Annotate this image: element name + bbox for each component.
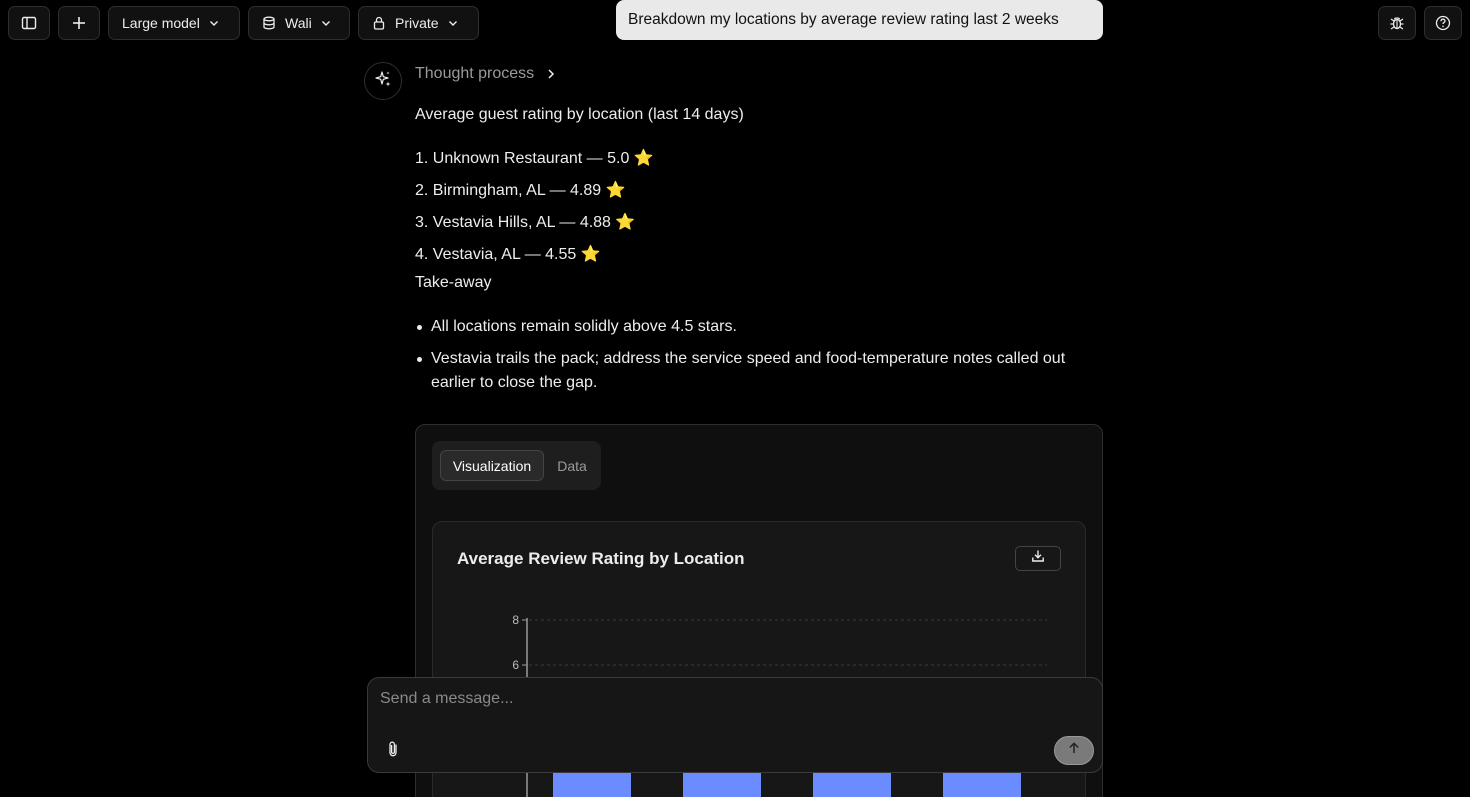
response-heading: Average guest rating by location (last 14 days) [415, 106, 744, 123]
bullet-dot [417, 325, 422, 330]
database-icon [262, 16, 276, 30]
takeaway-bullet [431, 347, 1103, 395]
model-selector-label: Large model [122, 15, 200, 31]
ranking-item: 4. Vestavia, AL — 4.55 ⭐ [415, 246, 601, 263]
debug-button[interactable] [1378, 6, 1416, 40]
takeaway-heading: Take-away [415, 274, 492, 291]
sidebar-toggle-button[interactable] [8, 6, 50, 40]
send-button[interactable] [1054, 736, 1094, 765]
message-composer [367, 677, 1103, 773]
viz-tab-bar [432, 441, 601, 490]
ranking-item: 2. Birmingham, AL — 4.89 ⭐ [415, 182, 626, 199]
plus-icon [71, 15, 87, 31]
help-icon [1435, 15, 1451, 31]
thought-process-toggle[interactable] [415, 65, 556, 83]
thought-process-label: Thought process [415, 65, 535, 82]
chevron-right-icon [546, 68, 556, 80]
bug-icon [1389, 15, 1405, 31]
chevron-down-icon [320, 17, 332, 29]
takeaway-bullet-text: Vestavia trails the pack; address the service speed and food-temperature notes called out earlier to close the gap. [431, 350, 1066, 391]
model-selector[interactable] [108, 6, 240, 40]
help-button[interactable] [1424, 6, 1462, 40]
visibility-selector[interactable] [358, 6, 479, 40]
y-tick-label: 8 [512, 613, 519, 627]
takeaway-bullet-text: All locations remain solidly above 4.5 stars. [431, 318, 737, 335]
assistant-avatar [364, 62, 402, 100]
chevron-down-icon [447, 17, 459, 29]
user-message-bubble [616, 0, 1103, 40]
chart-title: Average Review Rating by Location [457, 549, 745, 568]
workspace-selector[interactable] [248, 6, 350, 40]
user-message-text: Breakdown my locations by average review rating last 2 weeks [628, 11, 1059, 28]
tab-visualization[interactable]: Visualization [440, 450, 544, 481]
bullet-dot [417, 357, 422, 362]
arrow-up-icon [1067, 741, 1081, 760]
sidebar-icon [21, 15, 37, 31]
tab-data[interactable]: Data [557, 457, 587, 474]
message-input[interactable] [380, 688, 1080, 710]
y-tick-label: 6 [512, 658, 519, 672]
workspace-selector-label: Wali [285, 15, 312, 31]
paperclip-icon[interactable] [386, 740, 400, 763]
ranking-item: 1. Unknown Restaurant — 5.0 ⭐ [415, 150, 654, 167]
visibility-selector-label: Private [395, 15, 439, 31]
lock-icon [372, 16, 386, 30]
takeaway-bullet [431, 315, 1103, 339]
chevron-down-icon [208, 17, 220, 29]
sparkle-icon [374, 70, 392, 93]
new-chat-button[interactable] [58, 6, 100, 40]
ranking-item: 3. Vestavia Hills, AL — 4.88 ⭐ [415, 214, 636, 231]
